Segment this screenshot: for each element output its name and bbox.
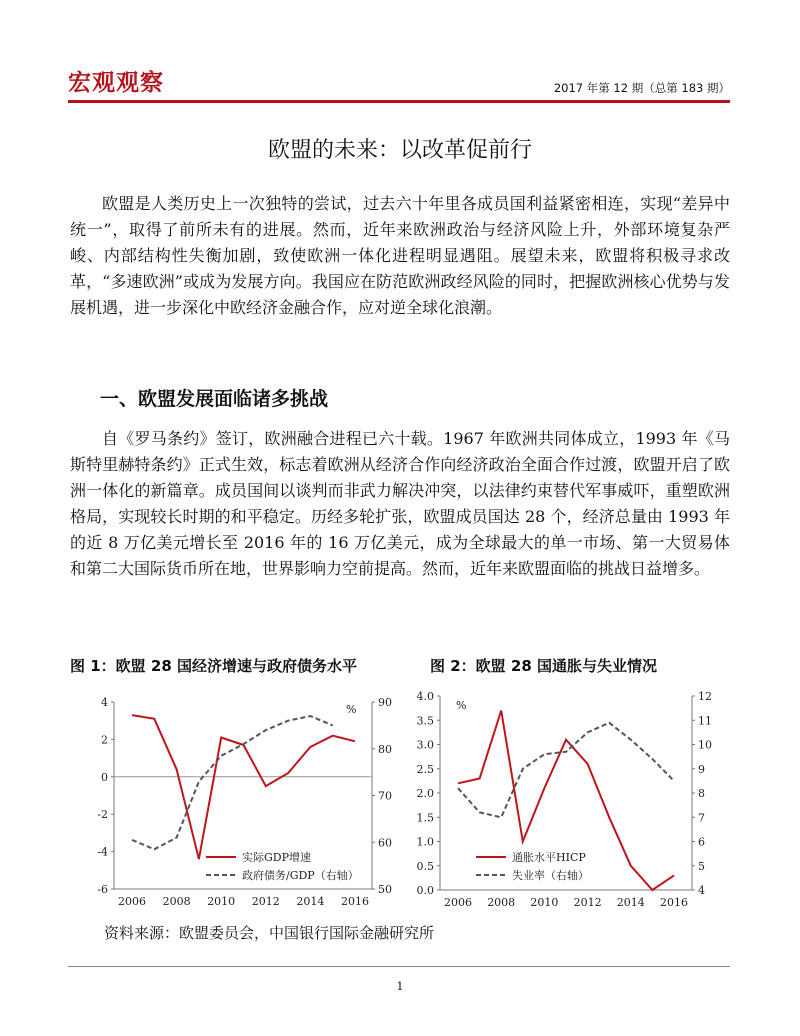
- y-tick-label: 2.5: [416, 762, 434, 776]
- x-tick-label: 2012: [251, 895, 280, 908]
- x-tick-label: 2014: [616, 896, 645, 909]
- x-tick-label: 2010: [207, 895, 236, 908]
- section-heading: 一、欧盟发展面临诸多挑战: [100, 388, 329, 410]
- chart-figure2: [404, 685, 720, 915]
- source-note: 资料来源：欧盟委员会，中国银行国际金融研究所: [104, 924, 435, 942]
- x-tick-label: 2008: [487, 896, 516, 909]
- issue-info: 2017 年第 12 期（总第 183 期）: [553, 81, 730, 95]
- y-tick-label: -4: [97, 845, 108, 859]
- y-tick-label: 0.5: [416, 859, 434, 873]
- y2-tick-label: 80: [378, 742, 392, 756]
- y-tick-label: 4.0: [416, 690, 434, 703]
- x-tick-label: 2006: [444, 896, 472, 909]
- y-tick-label: 1.5: [416, 811, 434, 825]
- x-tick-label: 2010: [530, 896, 559, 909]
- y-tick-label: 3.0: [416, 738, 434, 752]
- y-tick-label: 2.0: [416, 787, 434, 800]
- y-tick-label: 2: [101, 733, 108, 747]
- series-line-1: [132, 715, 355, 859]
- header-rule: [68, 100, 730, 103]
- y2-tick-label: 11: [698, 714, 712, 728]
- series-line-2: [458, 723, 674, 818]
- x-tick-label: 2008: [162, 895, 191, 908]
- y2-tick-label: 12: [698, 690, 712, 703]
- y2-tick-label: 8: [698, 787, 705, 800]
- chart-figure1: [70, 685, 410, 915]
- x-tick-label: 2014: [296, 895, 325, 908]
- y2-tick-label: 4: [698, 884, 705, 897]
- y2-tick-label: 7: [698, 811, 705, 825]
- page-number: 1: [396, 980, 404, 993]
- section-paragraph: 自《罗马条约》签订，欧洲融合进程已六十载。1967 年欧洲共同体成立，1993 年《马斯特里赫特条约》正式生效，标志着欧洲从经济合作向经济政治全面合作过渡，欧盟开启了欧洲一体化的新篇章。成员国间以谈判而非武力解决冲突，以法律约束替代军事威吓，重塑欧洲格局，实现较长时期的和平稳定。历经多轮扩张，欧盟成员国达 28 个，经济总量由 1993 年的近 8 万亿美元增长至 2016 年的 16 万亿美元，成为全球最大的单一市场、第一大贸易体和第二大国际货币所在地，世界影响力空前提高。然而，近年来欧盟面临的挑战日益增多。: [70, 429, 730, 578]
- y2-tick-label: 70: [378, 789, 392, 803]
- y-tick-label: 1.0: [416, 835, 434, 849]
- article-title: 欧盟的未来：以改革促前行: [267, 138, 532, 163]
- y-tick-label: 0.0: [416, 884, 434, 897]
- figure2-caption: 图 2：欧盟 28 国通胀与失业情况: [430, 657, 657, 675]
- y-tick-label: 0: [101, 770, 108, 784]
- legend-label: 政府债务/GDP（右轴）: [242, 869, 359, 882]
- y2-tick-label: 6: [698, 835, 705, 849]
- y2-tick-label: 9: [698, 762, 705, 776]
- y2-tick-label: 10: [698, 738, 712, 752]
- legend-label: 失业率（右轴）: [512, 869, 589, 882]
- brand-title: 宏观观察: [68, 70, 164, 96]
- y2-tick-label: 60: [378, 836, 392, 850]
- y2-tick-label: 90: [378, 696, 392, 709]
- footer-rule: [68, 966, 730, 967]
- legend-label: 实际GDP增速: [242, 851, 312, 864]
- x-tick-label: 2012: [573, 896, 602, 909]
- x-tick-label: 2016: [341, 895, 369, 908]
- y2-tick-label: 5: [698, 859, 705, 873]
- y-tick-label: -2: [97, 808, 108, 822]
- intro-paragraph: 欧盟是人类历史上一次独特的尝试，过去六十年里各成员国利益紧密相连，实现“差异中统一”，取得了前所未有的进展。然而，近年来欧洲政治与经济风险上升，外部环境复杂严峻、内部结构性失衡加剧，致使欧洲一体化进程明显遇阻。展望未来，欧盟将积极寻求改革，“多速欧洲”或成为发展方向。我国应在防范欧洲政经风险的同时，把握欧洲核心优势与发展机遇，进一步深化中欧经济金融合作，应对逆全球化浪潮。: [70, 194, 730, 317]
- unit-label: %: [346, 703, 357, 716]
- x-tick-label: 2006: [118, 895, 146, 908]
- y-tick-label: 3.5: [416, 714, 434, 728]
- legend-label: 通胀水平HICP: [512, 851, 586, 864]
- y-tick-label: 4: [101, 696, 108, 709]
- y2-tick-label: 50: [378, 883, 392, 896]
- figure1-caption: 图 1：欧盟 28 国经济增速与政府债务水平: [70, 657, 357, 675]
- y-tick-label: -6: [97, 883, 108, 896]
- x-tick-label: 2016: [660, 896, 688, 909]
- unit-label: %: [456, 699, 467, 712]
